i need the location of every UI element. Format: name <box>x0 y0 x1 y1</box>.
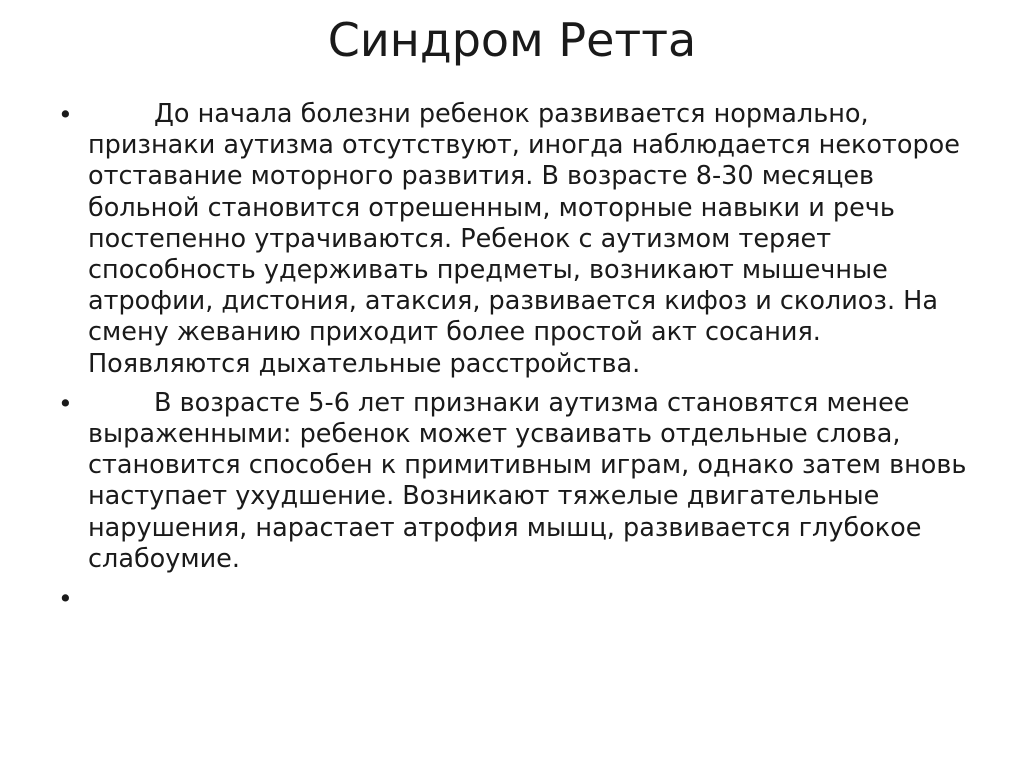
bullet-list <box>52 99 982 622</box>
bullet-text: В возрасте 5-6 лет признаки аутизма становятся менее выраженными: ребенок может усваивать отдельные слова, становится способен к примитивным играм, однако затем вновь наступает ухудшение. Возникают тяжелые двигательные нарушения, нарастает атрофия мышц, развивается глубокое слабоумие. <box>88 387 967 574</box>
slide-title: Синдром Ретта <box>327 13 697 67</box>
bullet-item-empty <box>52 583 982 614</box>
bullet-text: До начала болезни ребенок развивается нормально, признаки аутизма отсутствуют, иногда наблюдается некоторое отставание моторного развития. В возрасте 8-30 месяцев больной становится отрешенным, моторные навыки и речь постепенно утрачиваются. Ребенок с аутизмом теряет способность удерживать предметы, возникают мышечные атрофии, дистония, атаксия, развивается кифоз и сколиоз. На смену жеванию приходит более простой акт сосания. Появляются дыхательные расстройства. <box>88 99 960 379</box>
bullet-item <box>52 388 982 575</box>
bullet-item <box>52 99 982 380</box>
bullet-marker: • <box>58 388 73 418</box>
bullet-marker: • <box>58 100 73 129</box>
bullet-marker: • <box>58 584 73 614</box>
